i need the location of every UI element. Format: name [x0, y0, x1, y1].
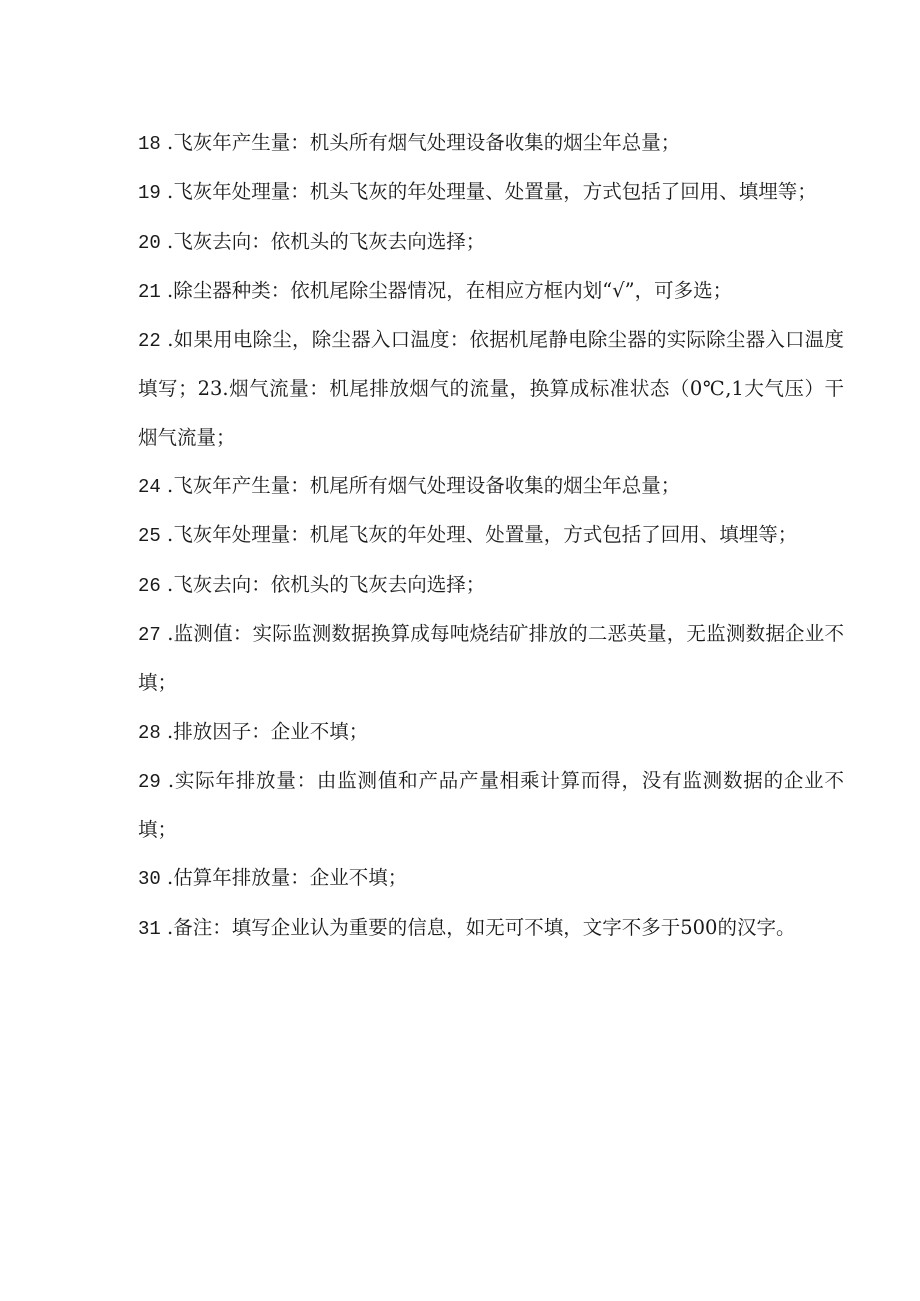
item-text: 排放因子：企业不填；	[173, 719, 369, 743]
item-text: 监测值：实际监测数据换算成每吨烧结矿排放的二恶英量，无监测数据企业不填；	[138, 621, 844, 695]
item-text: 飞灰年处理量：机尾飞灰的年处理、处置量，方式包括了回用、填埋等；	[173, 523, 798, 547]
list-item: 19 .飞灰年处理量：机头飞灰的年处理量、处置量，方式包括了回用、填埋等；	[138, 180, 817, 205]
item-number: 22	[138, 330, 161, 353]
list-item: 25 .飞灰年处理量：机尾飞灰的年处理、处置量，方式包括了回用、填埋等；	[138, 523, 798, 548]
item-text: 飞灰去向：依机头的飞灰去向选择；	[173, 572, 486, 596]
item-number: 28	[138, 721, 161, 744]
item-number: 27	[138, 623, 161, 646]
item-number: 29	[138, 770, 161, 793]
item-number: 21	[138, 280, 161, 303]
item-number: 19	[138, 182, 161, 205]
item-text: 飞灰年产生量：机尾所有烟气处理设备收集的烟尘年总量；	[173, 474, 681, 498]
list-item: 22 .如果用电除尘，除尘器入口温度：依据机尾静电除尘器的实际除尘器入口温度填写；23.烟气流量：机尾排放烟气的流量，换算成标准状态（0℃,1大气压）干烟气流量；	[138, 328, 844, 449]
list-item: 21 .除尘器种类：依机尾除尘器情况，在相应方框内划“√”，可多选；	[138, 278, 733, 303]
item-number: 25	[138, 525, 161, 548]
list-item: 18 .飞灰年产生量：机头所有烟气处理设备收集的烟尘年总量；	[138, 131, 681, 155]
item-number: 30	[138, 868, 161, 891]
list-item: 30 .估算年排放量：企业不填；	[138, 866, 408, 891]
item-text: 备注：填写企业认为重要的信息，如无可不填，文字不多于500的汉字。	[173, 915, 796, 939]
item-text: 实际年排放量：由监测值和产品产量相乘计算而得，没有监测数据的企业不填；	[138, 768, 844, 842]
item-text: 飞灰去向：依机头的飞灰去向选择；	[173, 229, 486, 253]
item-text: 除尘器种类：依机尾除尘器情况，在相应方框内划“√”，可多选；	[173, 278, 733, 302]
item-number: 24	[138, 476, 161, 499]
item-number: 20	[138, 231, 161, 254]
item-text: 估算年排放量：企业不填；	[173, 866, 408, 890]
document-body	[138, 119, 844, 953]
item-text: 飞灰年处理量：机头飞灰的年处理量、处置量，方式包括了回用、填埋等；	[173, 180, 817, 204]
list-item: 28 .排放因子：企业不填；	[138, 719, 369, 744]
list-item: 29 .实际年排放量：由监测值和产品产量相乘计算而得，没有监测数据的企业不填；	[138, 768, 844, 842]
item-number: 31	[138, 917, 161, 940]
list-item: 20 .飞灰去向：依机头的飞灰去向选择；	[138, 229, 486, 254]
list-item: 31 .备注：填写企业认为重要的信息，如无可不填，文字不多于500的汉字。	[138, 915, 796, 940]
item-text: 飞灰年产生量：机头所有烟气处理设备收集的烟尘年总量；	[173, 131, 681, 154]
list-item: 24 .飞灰年产生量：机尾所有烟气处理设备收集的烟尘年总量；	[138, 474, 681, 499]
list-item: 26 .飞灰去向：依机头的飞灰去向选择；	[138, 572, 486, 597]
list-item: 27 .监测值：实际监测数据换算成每吨烧结矿排放的二恶英量，无监测数据企业不填；	[138, 621, 844, 695]
item-text: 如果用电除尘，除尘器入口温度：依据机尾静电除尘器的实际除尘器入口温度填写；23.烟气流量：机尾排放烟气的流量，换算成标准状态（0℃,1大气压）干烟气流量；	[138, 328, 844, 449]
item-number: 26	[138, 574, 161, 597]
item-number: 18	[138, 133, 161, 155]
